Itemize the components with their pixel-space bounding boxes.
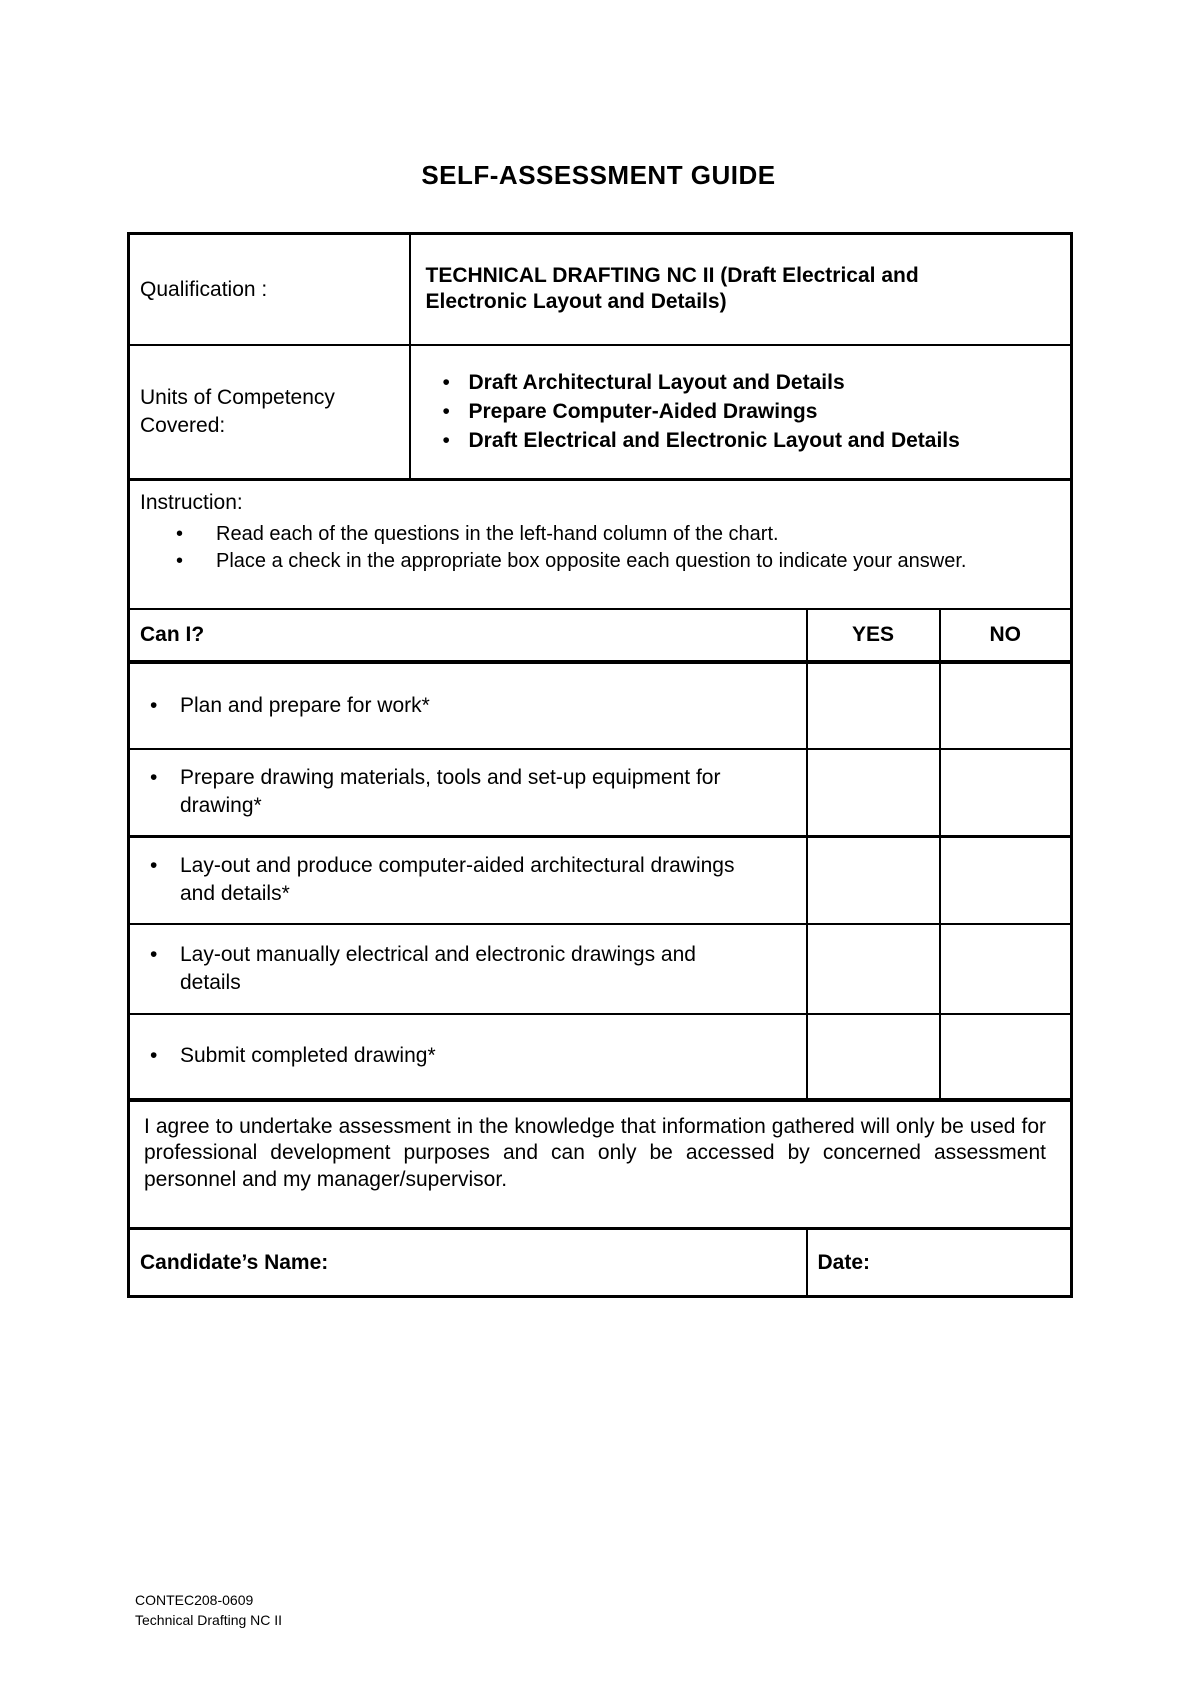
question-text: Prepare drawing materials, tools and set-up equipment for drawing*: [180, 766, 721, 818]
question-item: [140, 1042, 796, 1070]
bullet-icon: •: [150, 942, 158, 966]
question-item: [140, 764, 796, 820]
bullet-icon: •: [176, 523, 184, 545]
qualification-label: Qualification :: [129, 234, 410, 345]
bullet-icon: •: [442, 370, 450, 394]
footer-qualification-name: Technical Drafting NC II: [135, 1612, 283, 1628]
page-title: SELF-ASSESSMENT GUIDE: [421, 160, 776, 190]
instruction-label: Instruction:: [140, 491, 243, 514]
no-checkbox-cell[interactable]: [940, 1014, 1072, 1100]
qualification-value: TECHNICAL DRAFTING NC II (Draft Electrical and Electronic Layout and Details): [425, 264, 919, 314]
unit-item: [443, 398, 1061, 426]
unit-item: [443, 427, 1061, 455]
unit-text: Draft Electrical and Electronic Layout and Details: [468, 428, 960, 452]
no-column-header: NO: [940, 609, 1072, 662]
yes-column-header: YES: [807, 609, 940, 662]
assessment-table: [127, 232, 1073, 1298]
question-text: Lay-out and produce computer-aided architectural drawings and details*: [180, 854, 735, 906]
units-of-competency-label: Units of Competency Covered:: [129, 345, 410, 480]
unit-text: Prepare Computer-Aided Drawings: [468, 399, 818, 423]
instruction-text: Read each of the questions in the left-hand column of the chart.: [216, 523, 779, 545]
question-item: [140, 941, 796, 997]
date-field[interactable]: [870, 1248, 1060, 1278]
no-checkbox-cell[interactable]: [940, 837, 1072, 924]
can-i-header: Can I?: [129, 609, 807, 662]
instruction-item: [176, 521, 1060, 548]
no-checkbox-cell[interactable]: [940, 924, 1072, 1014]
bullet-icon: •: [176, 549, 184, 572]
bullet-icon: •: [442, 399, 450, 423]
date-label: Date:: [817, 1250, 871, 1274]
yes-checkbox-cell[interactable]: [807, 837, 940, 924]
candidate-name-field[interactable]: [328, 1248, 795, 1278]
no-checkbox-cell[interactable]: [940, 749, 1072, 837]
instruction-item: [176, 548, 1060, 575]
candidate-name-label: Candidate’s Name:: [140, 1250, 329, 1274]
question-text: Lay-out manually electrical and electronic drawings and details: [180, 942, 696, 994]
bullet-icon: •: [442, 428, 450, 452]
footer-document-code: CONTEC208-0609: [135, 1592, 254, 1608]
yes-checkbox-cell[interactable]: [807, 662, 940, 749]
bullet-icon: •: [150, 693, 158, 717]
no-checkbox-cell[interactable]: [940, 662, 1072, 749]
yes-checkbox-cell[interactable]: [807, 1014, 940, 1100]
question-item: [140, 852, 796, 908]
bullet-icon: •: [150, 766, 158, 790]
bullet-icon: •: [150, 1044, 158, 1068]
yes-checkbox-cell[interactable]: [807, 924, 940, 1014]
bullet-icon: •: [150, 854, 158, 878]
yes-checkbox-cell[interactable]: [807, 749, 940, 837]
unit-text: Draft Architectural Layout and Details: [468, 370, 845, 394]
unit-item: [443, 369, 1061, 397]
instruction-text: Place a check in the appropriate box opposite each question to indicate your answer.: [216, 549, 967, 572]
question-text: Submit completed drawing*: [180, 1044, 436, 1068]
question-item: [140, 692, 796, 720]
question-text: Plan and prepare for work*: [180, 693, 430, 717]
agreement-text: I agree to undertake assessment in the knowledge that information gathered will only be used for professional development purposes and can only be accessed by concerned assessment personnel and my manager/supervisor.: [144, 1114, 1046, 1192]
page-footer: [135, 1590, 282, 1630]
